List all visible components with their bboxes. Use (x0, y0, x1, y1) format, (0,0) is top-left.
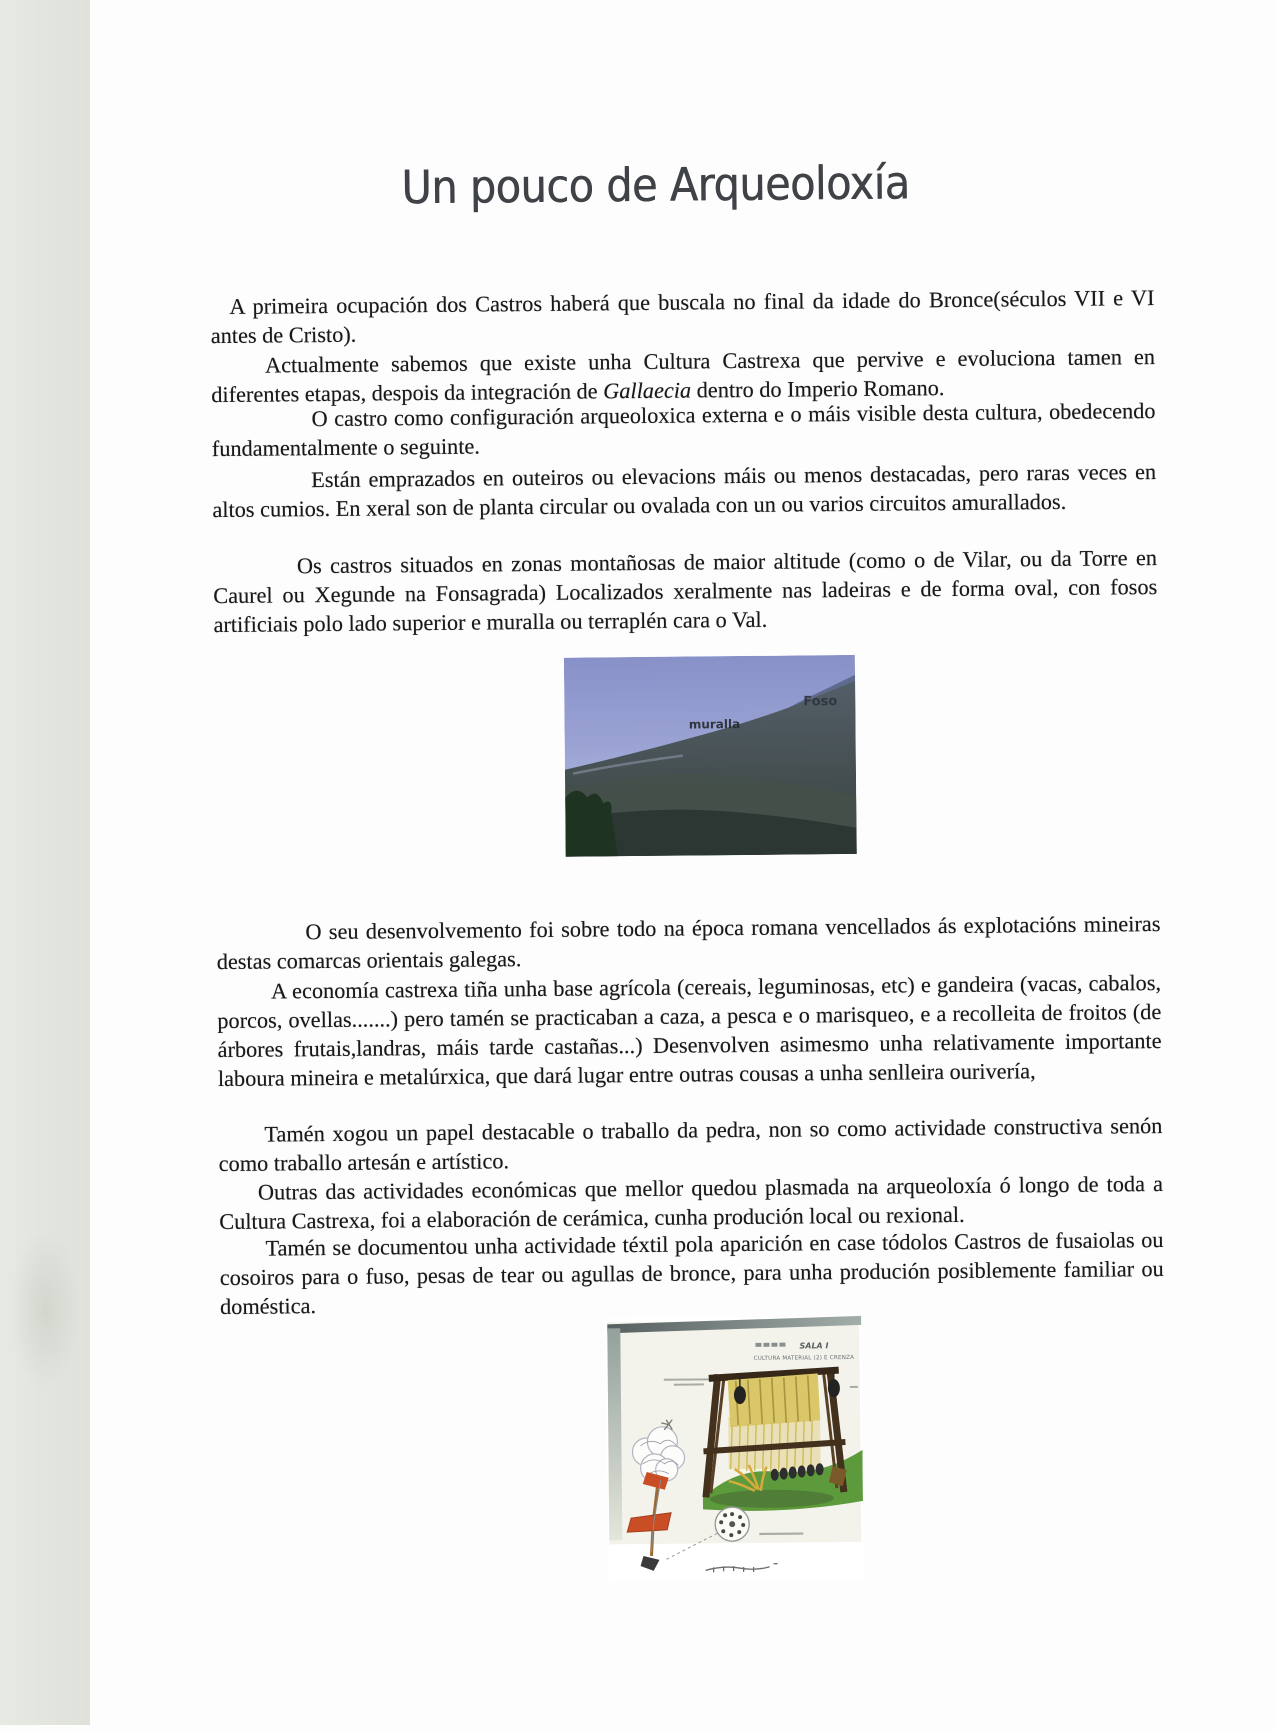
paragraph-7 (217, 968, 1162, 1093)
whorl-center-hole (729, 1521, 735, 1527)
paragraph-8-text: Tamén xogou un papel destacable o traballo da pedra, non so como actividade constructiva senón como traballo artesán e artístico. (219, 1113, 1163, 1176)
panel-sala-label: SALA I (799, 1341, 828, 1350)
paragraph-6 (216, 909, 1161, 976)
foso-label: Foso (803, 694, 837, 709)
header-mark-icon (755, 1343, 761, 1347)
whorl-caption-line (759, 1532, 803, 1535)
castro-hillside-photo-art (564, 655, 857, 857)
header-mark-icon (771, 1343, 777, 1347)
paragraph-2-text-end: dentro do Imperio Romano. (691, 375, 945, 402)
paragraph-8 (218, 1111, 1163, 1178)
paragraph-4 (212, 457, 1157, 524)
paragraph-4-text: Están emprazados en outeiros ou elevacions máis ou menos destacadas, pero raras veces en altos cumios. En xeral son de planta circular ou ovalada con un ou varios circuitos amurallados. (212, 459, 1156, 522)
paragraph-3 (211, 396, 1156, 463)
panel-left-edge (607, 1328, 622, 1540)
paragraph-6-text: O seu desenvolvemento foi sobre todo na época romana vencellados ás explotacións mineiras destas comarcas orientais galegas. (217, 911, 1161, 974)
paragraph-1 (210, 283, 1155, 350)
paragraph-7-text: A economía castrexa tiña unha base agrícola (cereais, leguminosas, etc) e gandeira (vacas, cabalos, porcos, ovellas.......) pero tamén se practicaban a caza, a pesca e o marisqueo, e a recolleita de froitos (de árbores frutais,landras, máis tarde castañas...) Desenvolven asimesmo unha relativamente importante laboura mineira e metalúrxica, que dará lugar entre outras cousas a unha senlleira ourivería, (217, 970, 1161, 1091)
paragraph-2-text: Actualmente sabemos que existe unha Cultura Castrexa que pervive e evoluciona tamen en diferentes etapas, despois da integración de (211, 344, 1155, 407)
paragraph-3-text: O castro como configuración arqueoloxica externa e o máis visible desta cultura, obedecendo fundamentalmente o seguinte. (212, 398, 1156, 461)
paragraph-1-text: A primeira ocupación dos Castros haberá que buscala no final da idade do Bronce(séculos VII e VI antes de Cristo). (211, 285, 1155, 348)
paragraph-10-text: Tamén se documentou unha actividade téxtil pola aparición en case tódolos Castros de fusaiolas ou cosoiros para o fuso, pesas de tear ou agullas de bronce, para unha produción posiblemente familiar ou doméstica. (220, 1227, 1164, 1319)
paragraph-5 (213, 543, 1158, 639)
caption-line (674, 1383, 704, 1385)
paragraph-10 (219, 1225, 1164, 1321)
page-title: Un pouco de Arqueoloxía (401, 155, 910, 214)
gallaecia-italic: Gallaecia (603, 377, 691, 403)
castro-hillside-photo (564, 655, 857, 857)
paragraph-5-text: Os castros situados en zonas montañosas de maior altitude (como o de Vilar, ou da Torre en Caurel ou Xegunde na Fonsagrada) Localizados xeralmente nas ladeiras e de forma oval, con fosos artificiais polo lado superior e muralla ou terraplén cara o Val. (213, 545, 1157, 637)
header-mark-icon (779, 1343, 785, 1347)
paragraph-9-text: Outras das actividades económicas que mellor quedou plasmada na arqueoloxía ó longo de toda a Cultura Castrexa, foi a elaboración de cerámica, cunha produción local ou rexional. (219, 1171, 1163, 1234)
museum-panel-photo (605, 1316, 864, 1582)
panel-tiny-caption (850, 1386, 858, 1388)
muralla-label: muralla (689, 717, 741, 731)
header-mark-icon (763, 1343, 769, 1347)
museum-panel-art (605, 1316, 864, 1582)
panel-subtitle-label: CULTURA MATERIAL (2) E CRENZA (754, 1355, 855, 1362)
